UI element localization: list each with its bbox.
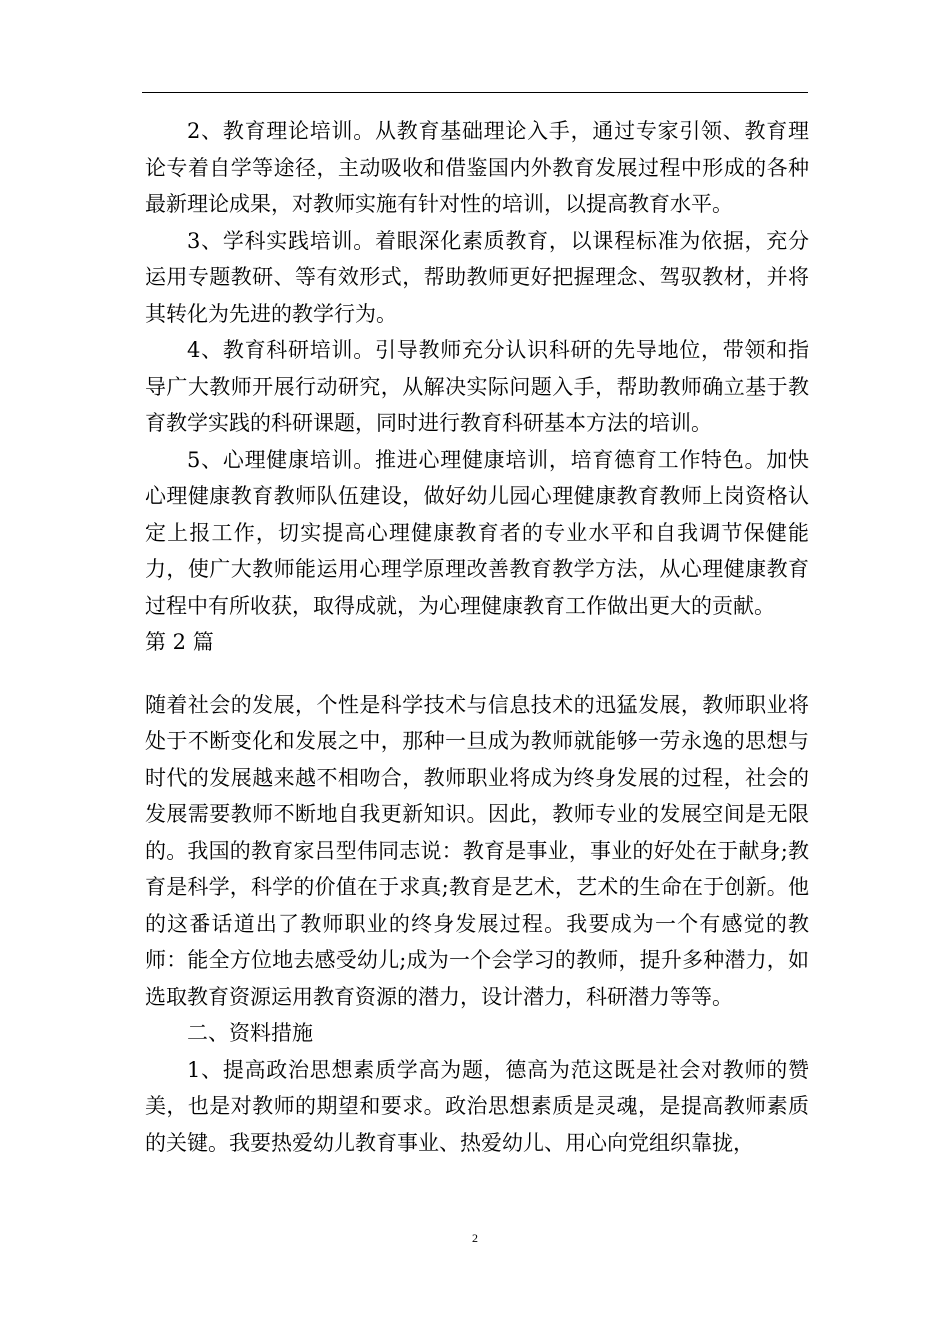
paragraph-teaching-theory-training: 2、教育理论培训。从教育基础理论入手，通过专家引领、教育理论专着自学等途径，主动吸收和借鉴国内外教育发展过程中形成的各种最新理论成果，对教师实施有针对性的培训，以提高教育水平。 [145, 119, 809, 216]
document-body [145, 113, 809, 1161]
section-title: 第 2 篇 [145, 630, 214, 654]
section-gap [145, 661, 809, 687]
paragraph-intro: 随着社会的发展，个性是科学技术与信息技术的迅猛发展，教师职业将处于不断变化和发展之中，那种一旦成为教师就能够一劳永逸的思想与时代的发展越来越不相吻合，教师职业将成为终身发展的过程，社会的发展需要教师不断地自我更新知识。因此，教师专业的发展空间是无限的。我国的教育家吕型伟同志说：教育是事业，事业的好处在于献身;教育是科学，科学的价值在于求真;教育是艺术，艺术的生命在于创新。他的这番话道出了教师职业的终身发展过程。我要成为一个有感觉的教师：能全方位地去感受幼儿;成为一个会学习的教师，提升多种潜力，如选取教育资源运用教育资源的潜力，设计潜力，科研潜力等等。 [145, 692, 809, 1009]
paragraph-research-training: 4、教育科研培训。引导教师充分认识科研的先导地位，带领和指导广大教师开展行动研究，从解决实际问题入手，帮助教师确立基于教育教学实践的科研课题，同时进行教育科研基本方法的培训。 [145, 338, 809, 435]
paragraph-subject-practice-training: 3、学科实践培训。着眼深化素质教育，以课程标准为依据，充分运用专题教研、等有效形式，帮助教师更好把握理念、驾驭教材，并将其转化为先进的教学行为。 [145, 228, 809, 326]
subheading-measures: 二、资料措施 [187, 1021, 313, 1045]
paragraph-political-quality: 1、提高政治思想素质学高为题，德高为范这既是社会对教师的赞美，也是对教师的期望和要求。政治思想素质是灵魂，是提高教师素质的关键。我要热爱幼儿教育事业、热爱幼儿、用心向党组织靠拢， [145, 1057, 809, 1155]
header-rule [142, 92, 808, 93]
page-number: 2 [472, 1231, 478, 1245]
paragraph-mental-health-training: 5、心理健康培训。推进心理健康培训，培育德育工作特色。加快心理健康教育教师队伍建设，做好幼儿园心理健康教育教师上岗资格认定上报工作，切实提高心理健康教育者的专业水平和自我调节保健能力，使广大教师能运用心理学原理改善教育教学方法，从心理健康教育过程中有所收获，取得成就，为心理健康教育工作做出更大的贡献。 [145, 447, 809, 618]
